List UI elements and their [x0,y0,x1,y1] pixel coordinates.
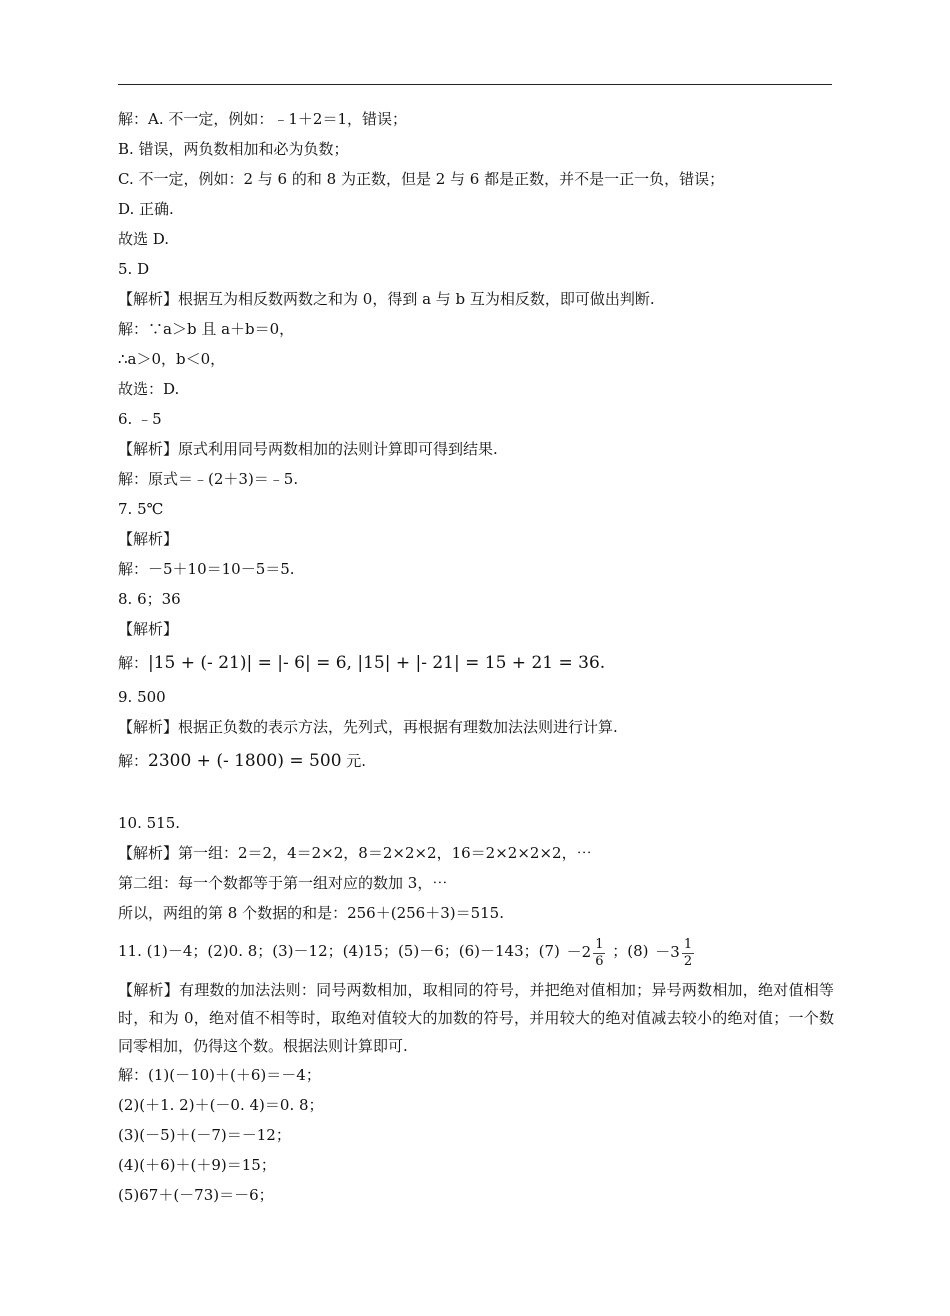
q11-answer [118,928,834,974]
q5-choice: 故选：D. [118,380,180,398]
q11-step-3: (3)(－5)＋(－7)＝－12； [118,1126,291,1144]
q11-mixed-number-8 [655,929,694,975]
q11-mixed-8-whole: －3 [655,943,680,961]
q11-step-1: 解：(1)(－10)＋(＋6)＝－4； [118,1066,321,1084]
q11-mixed-7-denominator: 6 [595,953,604,969]
q7-solution: 解：－5＋10＝10－5＝5. [118,560,295,578]
document-body [118,104,834,1210]
q11-mixed-8-numerator: 1 [683,936,693,952]
q5-answer: 5. D [118,260,150,278]
q11-answer-prefix: 11. (1)－4；(2)0. 8；(3)－12；(4)15；(5)－6；(6)－143；(7) [118,942,560,960]
q7-analysis: 【解析】 [118,530,179,548]
q4-solution-c: C. 不一定，例如：2 与 6 的和 8 为正数，但是 2 与 6 都是正数，并不是一正一负，错误； [118,170,725,188]
q11-step-5: (5)67＋(－73)＝－6； [118,1186,274,1204]
q9-analysis: 【解析】根据正负数的表示方法，先列式，再根据有理数加法法则进行计算. [118,718,618,736]
q6-solution: 解：原式＝﹣(2＋3)＝﹣5. [118,470,299,488]
q11-mixed-number-7 [567,929,606,975]
q6-answer: 6. ﹣5 [118,410,162,428]
q9-solution-prefix: 解： [118,752,149,770]
q4-choice: 故选 D. [118,230,170,248]
q10-analysis: 【解析】第一组：2＝2，4＝2×2，8＝2×2×2，16＝2×2×2×2，⋯ [118,844,592,862]
q8-solution [118,644,834,682]
q4-solution-b: B. 错误，两负数相加和必为负数； [118,140,349,158]
q7-answer: 7. 5℃ [118,500,164,518]
q11-mixed-7-whole: －2 [566,943,592,961]
q9-solution-suffix: 元. [346,752,367,770]
q11-mixed-8-denominator: 2 [683,953,693,969]
q11-analysis: 【解析】有理数的加法法则：同号两数相加，取相同的符号，并把绝对值相加；异号两数相加，绝对值相等时，和为 0，绝对值不相等时，取绝对值较大的加数的符号，并用较大的绝对值减去较小的绝对值；一个数同零相加，仍得这个数。根据法则计算即可. [118,981,834,1055]
q5-solution-1: 解：∵a＞b 且 a＋b＝0， [118,320,295,338]
q4-solution-d: D. 正确. [118,200,174,218]
q9-solution-math: 2300 + (- 1800) = 500 [148,751,342,771]
q11-step-2: (2)(＋1. 2)＋(－0. 4)＝0. 8； [118,1096,324,1114]
q6-analysis: 【解析】原式利用同号两数相加的法则计算即可得到结果. [118,440,498,458]
q11-mixed-8-fraction [682,937,694,970]
q5-analysis: 【解析】根据互为相反数两数之和为 0，得到 a 与 b 互为相反数，即可做出判断. [118,290,655,308]
q8-answer: 8. 6；36 [118,590,181,608]
q9-answer: 9. 500 [118,688,166,706]
q5-solution-2: ∴a＞0，b＜0， [118,350,226,368]
q10-group2: 第二组：每一个数都等于第一组对应的数加 3，⋯ [118,874,448,892]
q9-solution [118,742,834,780]
header-rule [118,84,832,85]
q8-solution-math: |15 + (- 21)| = |- 6| = 6, |15| + |- 21| = 15 + 21 = 36. [148,653,606,673]
q8-analysis: 【解析】 [118,620,179,638]
q11-mixed-7-numerator: 1 [595,936,604,952]
q11-answer-sep: ；(8) [612,942,649,960]
q8-solution-prefix: 解： [118,654,149,672]
q4-solution-a: 解：A. 不一定，例如：﹣1＋2＝1，错误； [118,110,408,128]
q10-answer: 10. 515. [118,814,181,832]
q11-mixed-7-fraction [593,937,605,970]
q10-conclusion: 所以，两组的第 8 个数据的和是：256＋(256＋3)＝515. [118,904,504,922]
q11-step-4: (4)(＋6)＋(＋9)＝15； [118,1156,276,1174]
